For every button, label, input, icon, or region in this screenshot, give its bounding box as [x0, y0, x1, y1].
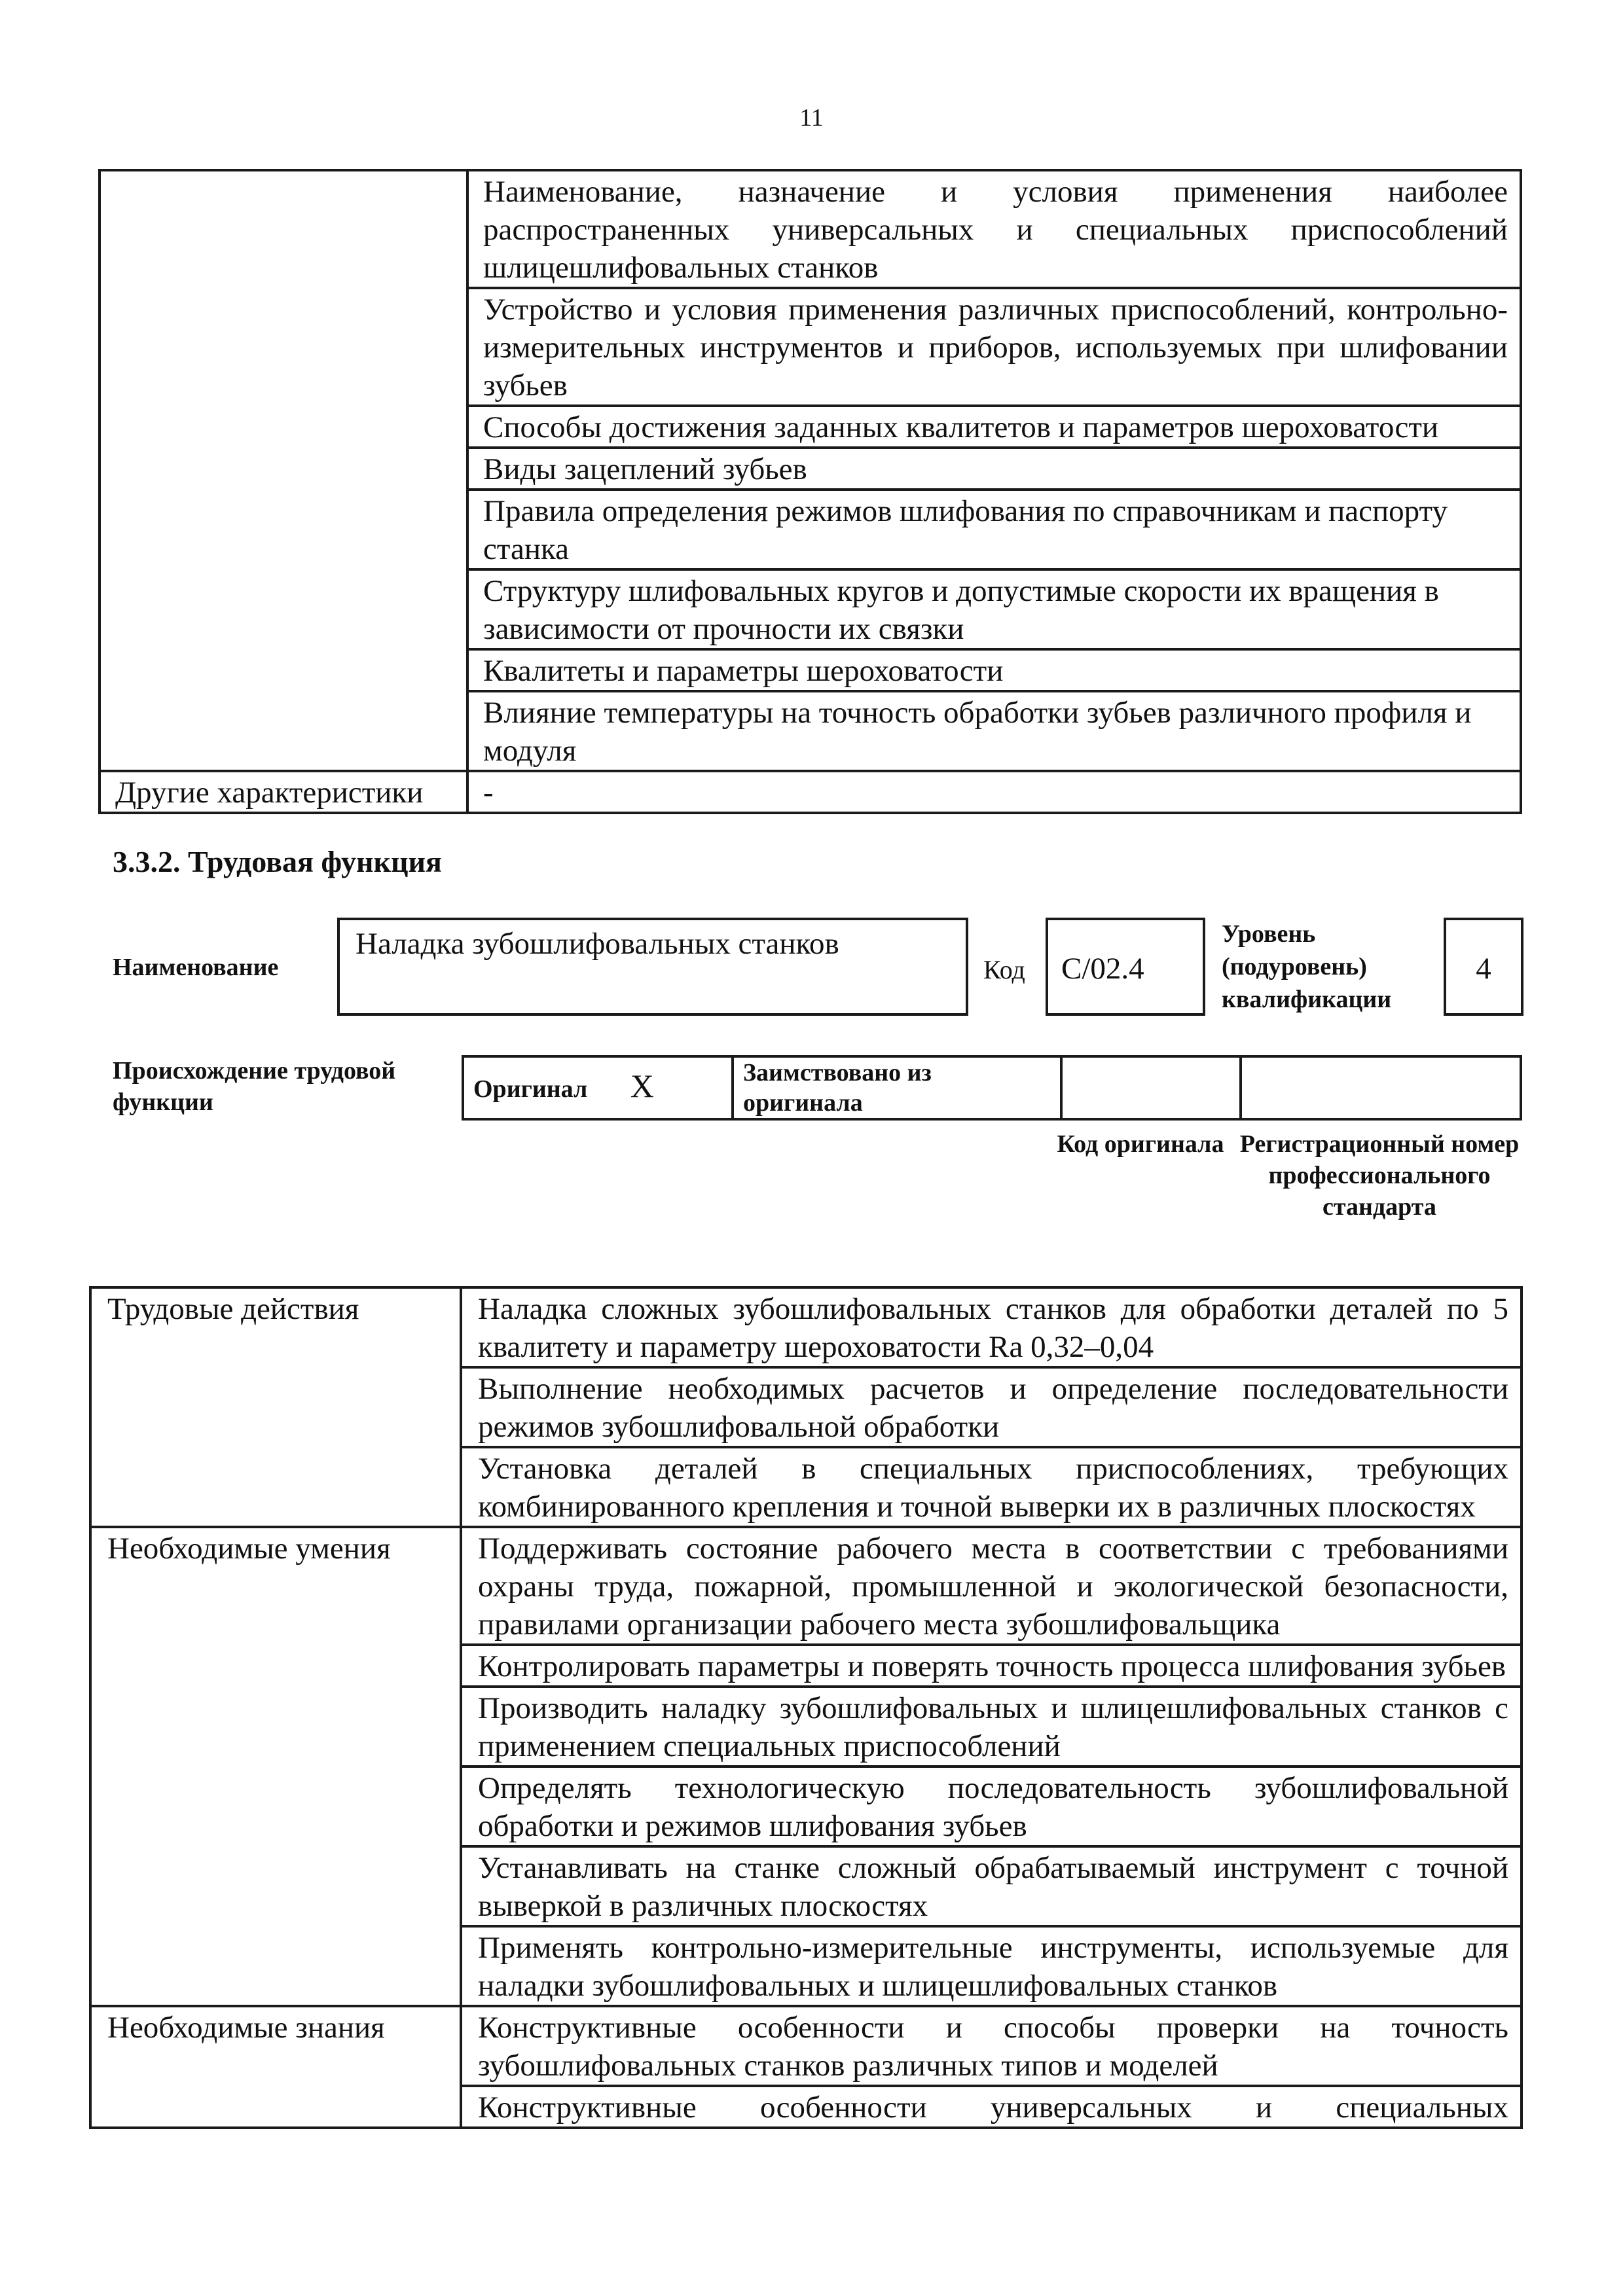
skill-item: Производить наладку зубошлифовальных и шлицешлифовальных станков с применением специальных приспособлений: [461, 1687, 1522, 1767]
original-code-caption: Код оригинала: [1057, 1130, 1224, 1158]
actions-label: Трудовые действия: [90, 1287, 461, 1527]
action-item: Выполнение необходимых расчетов и определение последовательности режимов зубошлифовальной обработки: [461, 1367, 1522, 1447]
knowledge-item: Наименование, назначение и условия применения наиболее распространенных универсальных и специальных приспособлений шлицешлифовальных станков: [467, 170, 1521, 288]
action-item: Установка деталей в специальных приспособлениях, требующих комбинированного крепления и точной выверки их в различных плоскостях: [461, 1447, 1522, 1527]
original-code-cell: [1061, 1056, 1241, 1119]
level-value: 4: [1476, 952, 1491, 986]
skills-label: Необходимые умения: [90, 1527, 461, 2006]
registration-number-cell: [1241, 1056, 1521, 1119]
action-item: Наладка сложных зубошлифовальных станков для обработки деталей по 5 квалитету и параметру шероховатости Ra 0,32–0,04: [461, 1287, 1522, 1367]
knowledge-item: Влияние температуры на точность обработки зубьев различного профиля и модуля: [467, 691, 1521, 771]
other-characteristics-value: -: [467, 771, 1521, 813]
level-box: [1444, 918, 1523, 1016]
name-box: [337, 918, 968, 1016]
skill-item: Контролировать параметры и поверять точность процесса шлифования зубьев: [461, 1645, 1522, 1687]
knowledge-label: Необходимые знания: [90, 2006, 461, 2128]
knowledge-item: Способы достижения заданных квалитетов и параметров шероховатости: [467, 406, 1521, 448]
skill-item: Определять технологическую последовательность зубошлифовальной обработки и режимов шлифования зубьев: [461, 1767, 1522, 1846]
knowledge-item: Квалитеты и параметры шероховатости: [467, 649, 1521, 691]
origin-table: [462, 1055, 1522, 1121]
knowledge-item: Структуру шлифовальных кругов и допустимые скорости их вращения в зависимости от прочности их связки: [467, 569, 1521, 649]
skill-item: Применять контрольно-измерительные инструменты, используемые для наладки зубошлифовальных и шлицешлифовальных станков: [461, 1926, 1522, 2006]
origin-label: Происхождение трудовой функции: [113, 1057, 396, 1116]
labor-function-table: [89, 1286, 1523, 2129]
knowledge-item: Устройство и условия применения различных приспособлений, контрольно-измерительных инструментов и приборов, используемых при шлифовании зубьев: [467, 288, 1521, 406]
knowledge-continuation-table: [98, 169, 1522, 814]
skill-item: Устанавливать на станке сложный обрабатываемый инструмент с точной выверкой в различных плоскостях: [461, 1846, 1522, 1926]
knowledge-item: Конструктивные особенности и способы проверки на точность зубошлифовальных станков различных типов и моделей: [461, 2006, 1522, 2086]
code-value: C/02.4: [1061, 952, 1144, 986]
page-number: 11: [799, 104, 824, 132]
code-box: [1046, 918, 1205, 1016]
original-cell: [463, 1056, 733, 1119]
knowledge-item: Конструктивные особенности универсальных и специальных: [461, 2086, 1522, 2128]
borrowed-cell: Заимствовано из оригинала: [733, 1056, 1061, 1119]
name-label: Наименование: [113, 954, 279, 981]
original-label: Оригинал: [473, 1075, 588, 1103]
level-label: Уровень (подуровень) квалификации: [1222, 920, 1392, 1013]
other-characteristics-label: Другие характеристики: [100, 771, 467, 813]
section-title: 3.3.2. Трудовая функция: [113, 845, 442, 878]
original-mark: X: [630, 1067, 654, 1104]
skill-item: Поддерживать состояние рабочего места в соответствии с требованиями охраны труда, пожарной, промышленной и экологической безопасности, правилами организации рабочего места зубошлифовальщика: [461, 1527, 1522, 1645]
function-name: Наладка зубошлифовальных станков: [356, 927, 839, 961]
knowledge-item: Виды зацеплений зубьев: [467, 448, 1521, 490]
registration-number-caption: Регистрационный номер профессионального стандарта: [1239, 1130, 1520, 1221]
code-label: Код: [983, 955, 1025, 984]
knowledge-item: Правила определения режимов шлифования по справочникам и паспорту станка: [467, 490, 1521, 569]
empty-label-cell: [100, 170, 467, 771]
